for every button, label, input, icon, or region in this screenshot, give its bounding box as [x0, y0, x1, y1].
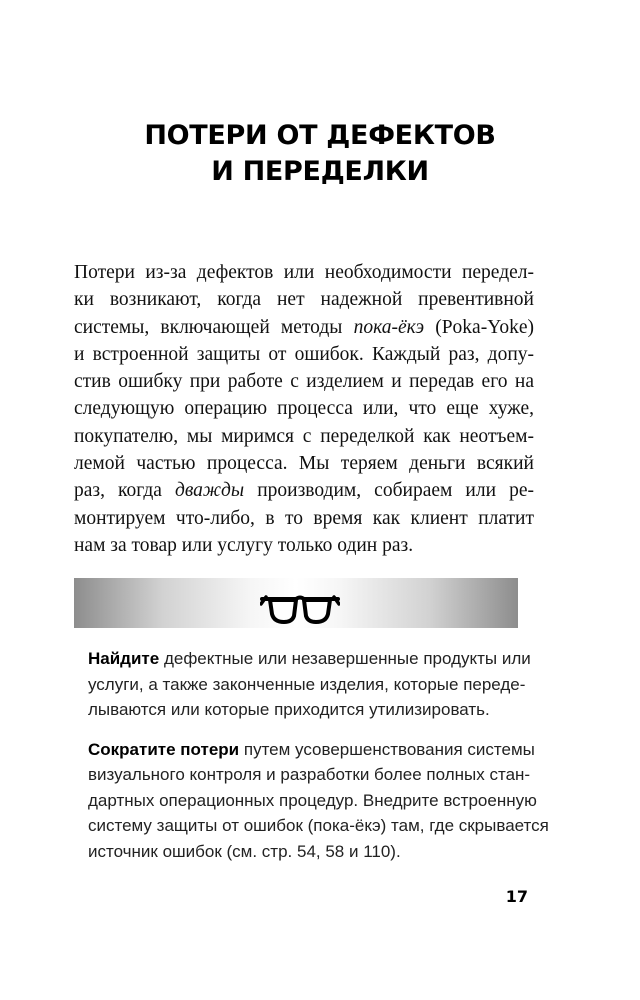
body-line: нам за товар или услугу только один раз.: [74, 534, 414, 556]
italic-term-poka-yoke: пока-ёкэ: [353, 316, 425, 338]
body-line: [74, 477, 534, 504]
page-number: 17: [505, 887, 528, 906]
body-paragraph: [74, 259, 534, 559]
body-line: лемой частью процесса. Мы теряем деньги всякий: [74, 453, 534, 475]
reduce-paragraph: [88, 737, 549, 865]
body-text-segment: раз, когда: [74, 480, 175, 502]
chapter-title: [0, 118, 640, 190]
aside-text-segment: путем усовершенствования системы: [239, 739, 535, 759]
aside-line: источник ошибок (см. стр. 54, 58 и 110).: [88, 841, 401, 861]
aside-line: визуального контроля и разработки более полных стан-: [88, 765, 531, 784]
find-paragraph: [88, 646, 531, 723]
aside-text-segment: дефектные или незавершенные продукты или: [159, 649, 531, 668]
body-line: следующую операцию процесса или, что еще хуже,: [74, 398, 534, 420]
aside-line: дартных операционных процедур. Внедрите встроенную: [88, 790, 537, 810]
aside-line: лываются или которые приходится утилизировать.: [88, 700, 490, 719]
aside-line: услуги, а также законченные изделия, которые переде-: [88, 674, 526, 694]
body-line: [74, 314, 534, 341]
body-line: стив ошибку при работе с изделием и передав его на: [74, 371, 534, 393]
reduce-keyword: Сократите потери: [88, 739, 240, 759]
body-line: и встроенной защиты от ошибок. Каждый раз, допу-: [74, 343, 534, 365]
gradient-banner: [74, 578, 518, 628]
body-text-segment: производим, собираем или ре-: [244, 480, 534, 502]
body-line: монтируем что-либо, в то время как клиент платит: [74, 507, 534, 529]
find-keyword: Найдите: [88, 649, 160, 668]
body-line: Потери из-за дефектов или необходимости передел-: [74, 262, 534, 283]
body-text-segment: системы, включающей методы: [74, 316, 354, 338]
chapter-title-line-2: И ПЕРЕДЕЛКИ: [211, 156, 429, 187]
body-text-segment: (Poka-Yoke): [424, 316, 534, 338]
glasses-icon: [260, 592, 340, 626]
body-line: ки возникают, когда нет надежной превентивной: [74, 289, 534, 311]
italic-word-twice: дважды: [174, 480, 245, 502]
aside-line: систему защиты от ошибок (пока-ёкэ) там, где скрывается: [88, 816, 549, 835]
aside-line: [88, 646, 531, 672]
sidebar-box: [88, 646, 549, 878]
chapter-title-line-1: ПОТЕРИ ОТ ДЕФЕКТОВ: [144, 120, 496, 151]
body-line: покупателю, мы миримся с переделкой как неотъем-: [74, 425, 534, 447]
aside-line: [88, 737, 535, 763]
